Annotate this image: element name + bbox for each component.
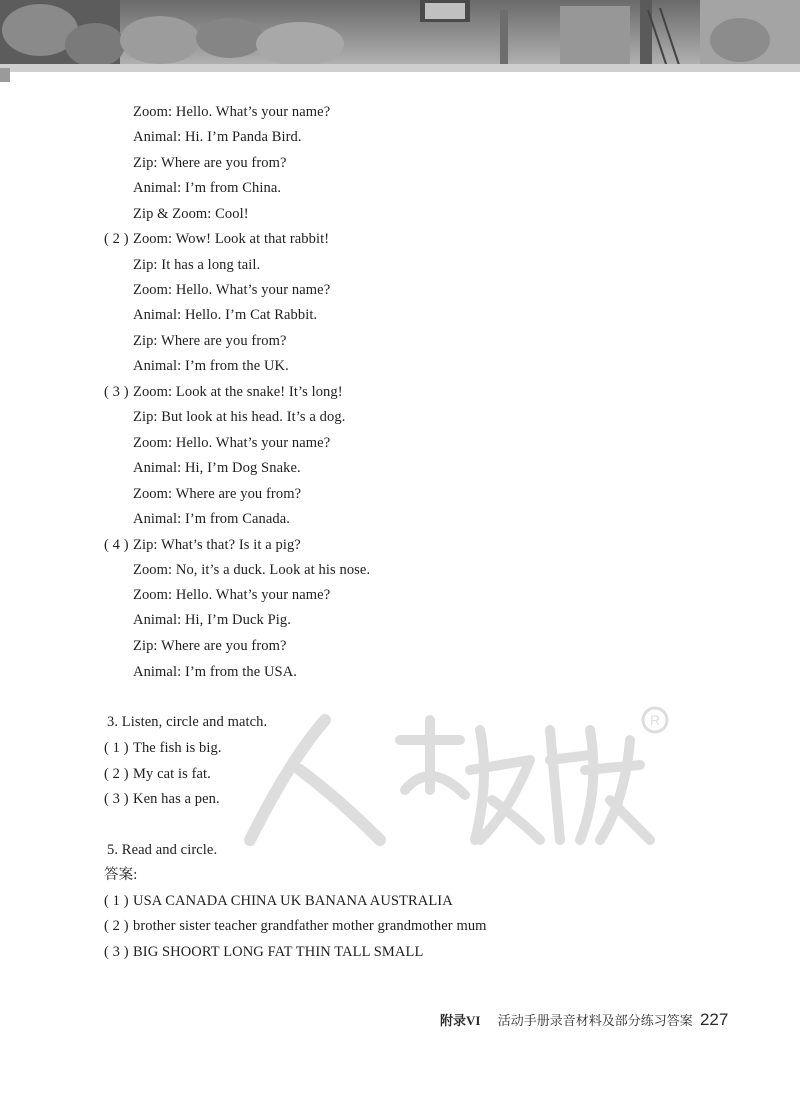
item-number: ( 2 ): [104, 918, 129, 934]
header-banner: [0, 0, 800, 72]
dialogue-line: Animal: Hi. I’m Panda Bird.: [133, 129, 302, 145]
dialogue-line: Zip: Where are you from?: [133, 155, 287, 171]
answer-line: Ken has a pen.: [133, 791, 220, 807]
item-number: ( 3 ): [104, 791, 129, 807]
answer-line: brother sister teacher grandfather mother grandmother mum: [133, 918, 487, 934]
section-heading: 3. Listen, circle and match.: [107, 714, 268, 730]
dialogue-line: Zoom: No, it’s a duck. Look at his nose.: [133, 562, 371, 578]
item-number: ( 2 ): [104, 766, 129, 782]
item-number: ( 3 ): [104, 944, 129, 960]
answer-label: 答案:: [104, 867, 138, 883]
page-corner-mark: [0, 68, 10, 82]
item-number: ( 3 ): [104, 384, 129, 400]
item-number: ( 2 ): [104, 231, 129, 247]
dialogue-line: Zip & Zoom: Cool!: [133, 206, 249, 222]
dialogue-line: Zoom: Hello. What’s your name?: [133, 587, 331, 603]
dialogue-line: Zip: It has a long tail.: [133, 257, 261, 273]
answer-line: USA CANADA CHINA UK BANANA AUSTRALIA: [133, 893, 453, 909]
publisher-watermark-logo: [230, 700, 670, 860]
dialogue-line: Zip: What’s that? Is it a pig?: [133, 537, 301, 553]
dialogue-line: Zip: Where are you from?: [133, 638, 287, 654]
answer-line: The fish is big.: [133, 740, 222, 756]
page-footer: [440, 1010, 728, 1030]
dialogue-line: Animal: Hi, I’m Duck Pig.: [133, 612, 291, 628]
section-heading: 5. Read and circle.: [107, 842, 218, 858]
item-number: ( 1 ): [104, 740, 129, 756]
item-number: ( 4 ): [104, 537, 129, 553]
dialogue-line: Animal: I’m from the UK.: [133, 358, 289, 374]
page-number: 227: [699, 1010, 729, 1029]
dialogue-line: Animal: I’m from China.: [133, 180, 282, 196]
dialogue-line: Animal: I’m from the USA.: [133, 664, 297, 680]
item-number: ( 1 ): [104, 893, 129, 909]
answer-line: BIG SHOORT LONG FAT THIN TALL SMALL: [133, 944, 424, 960]
dialogue-line: Zip: Where are you from?: [133, 333, 287, 349]
appendix-label: 附录VI: [440, 1013, 481, 1028]
answer-line: My cat is fat.: [133, 766, 211, 782]
dialogue-line: Animal: Hi, I’m Dog Snake.: [133, 460, 301, 476]
dialogue-line: Animal: I’m from Canada.: [133, 511, 291, 527]
dialogue-line: Zoom: Where are you from?: [133, 486, 302, 502]
dialogue-line: Zoom: Hello. What’s your name?: [133, 282, 331, 298]
dialogue-line: Zip: But look at his head. It’s a dog.: [133, 409, 346, 425]
dialogue-line: Zoom: Look at the snake! It’s long!: [133, 384, 343, 400]
dialogue-line: Zoom: Hello. What’s your name?: [133, 435, 331, 451]
svg-text:R: R: [650, 712, 661, 728]
dialogue-line: Zoom: Wow! Look at that rabbit!: [133, 231, 330, 247]
header-illustration: [0, 0, 800, 72]
dialogue-line: Zoom: Hello. What’s your name?: [133, 104, 331, 120]
dialogue-line: Animal: Hello. I’m Cat Rabbit.: [133, 307, 318, 323]
footer-title: 活动手册录音材料及部分练习答案: [497, 1013, 693, 1028]
